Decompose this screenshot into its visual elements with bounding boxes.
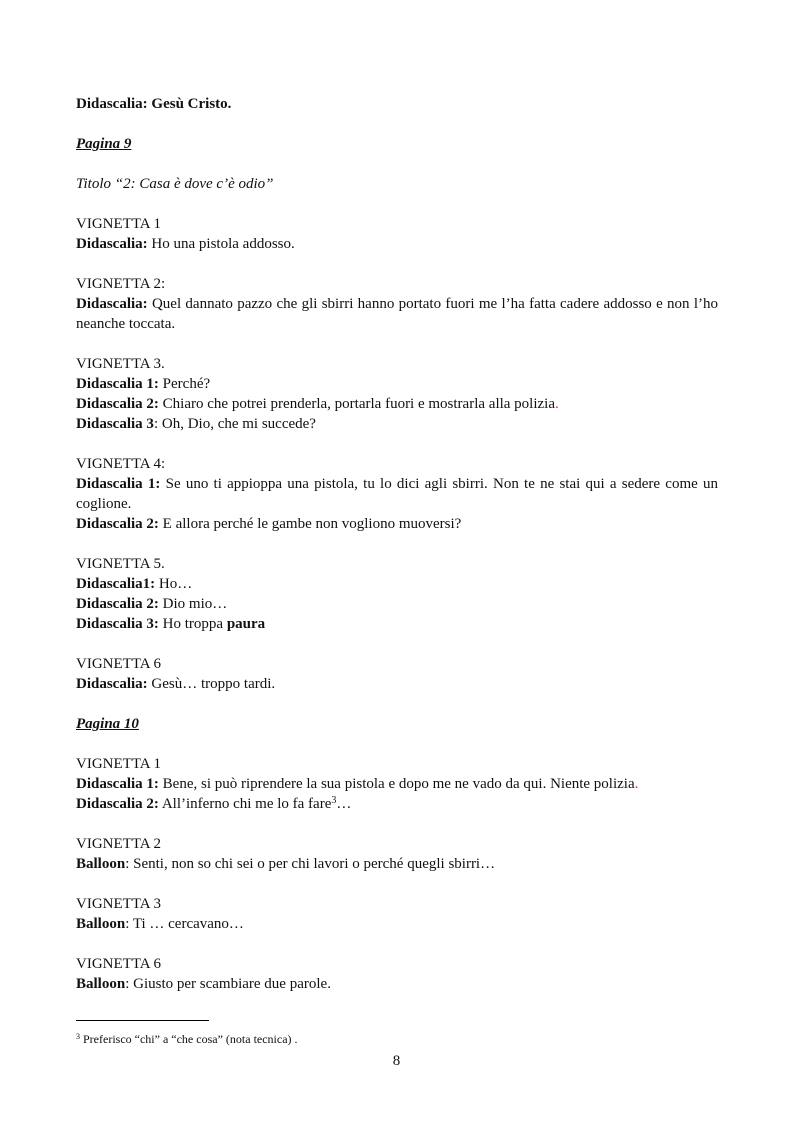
panel-label: VIGNETTA 1 [76, 756, 162, 772]
panel-label: VIGNETTA 6 [76, 656, 162, 672]
caption-line: Didascalia 3: Oh, Dio, che mi succede? [76, 416, 316, 432]
panel-label: VIGNETTA 2 [76, 836, 162, 852]
balloon-line: Balloon: Senti, non so chi sei o per chi lavori o perché quegli sbirri… [76, 856, 496, 872]
panel-label: VIGNETTA 5. [76, 556, 165, 572]
caption-line: Didascalia 3: Ho troppa paura [76, 616, 266, 632]
caption-line: Didascalia: Gesù… troppo tardi. [76, 676, 276, 692]
panel-label: VIGNETTA 2: [76, 276, 166, 292]
caption-line: Didascalia: Gesù Cristo. [76, 96, 232, 112]
caption-line: Didascalia 2: E allora perché le gambe non vogliono muoversi? [76, 516, 462, 532]
caption-line: Didascalia1: Ho… [76, 576, 193, 592]
caption-line: Didascalia 2: Chiaro che potrei prenderla, portarla fuori e mostrarla alla polizia. [76, 396, 559, 412]
page-number: 8 [392, 1053, 401, 1069]
panel-label: VIGNETTA 3 [76, 896, 162, 912]
page-heading: Pagina 9 [76, 136, 132, 152]
panel-label: VIGNETTA 1 [76, 216, 162, 232]
panel-label: VIGNETTA 4: [76, 456, 166, 472]
caption-line: Didascalia 1: Se uno ti appioppa una pistola, tu lo dici agli sbirri. Non te ne stai qui a sedere come un coglione. [76, 476, 718, 512]
balloon-line: Balloon: Ti … cercavano… [76, 916, 244, 932]
panel-label: VIGNETTA 3. [76, 356, 165, 372]
caption-line: Didascalia 2: Dio mio… [76, 596, 228, 612]
footnote-separator [76, 1020, 209, 1021]
caption-line: Didascalia: Ho una pistola addosso. [76, 236, 295, 252]
caption-line: Didascalia 2: All’inferno chi me lo fa fare$^3$… [76, 795, 352, 812]
document-body [76, 94, 718, 994]
page-heading: Pagina 10 [76, 716, 139, 732]
chapter-title: Titolo “2: Casa è dove c’è odio” [76, 176, 274, 192]
caption-line: Didascalia 1: Bene, si può riprendere la sua pistola e dopo me ne vado da qui. Niente polizia. [76, 776, 639, 792]
footnote-ref: 3 [331, 795, 337, 806]
caption-line: Didascalia 1: Perché? [76, 376, 211, 392]
caption-line: Didascalia: Quel dannato pazzo che gli sbirri hanno portato fuori me l’ha fatta cadere addosso e non l’ho neanche toccata. [76, 296, 718, 332]
balloon-line: Balloon: Giusto per scambiare due parole. [76, 976, 331, 992]
panel-label: VIGNETTA 6 [76, 956, 162, 972]
footnote: $^3$ Preferisco “chi” a “che cosa” (nota tecnica) . [76, 1032, 298, 1046]
